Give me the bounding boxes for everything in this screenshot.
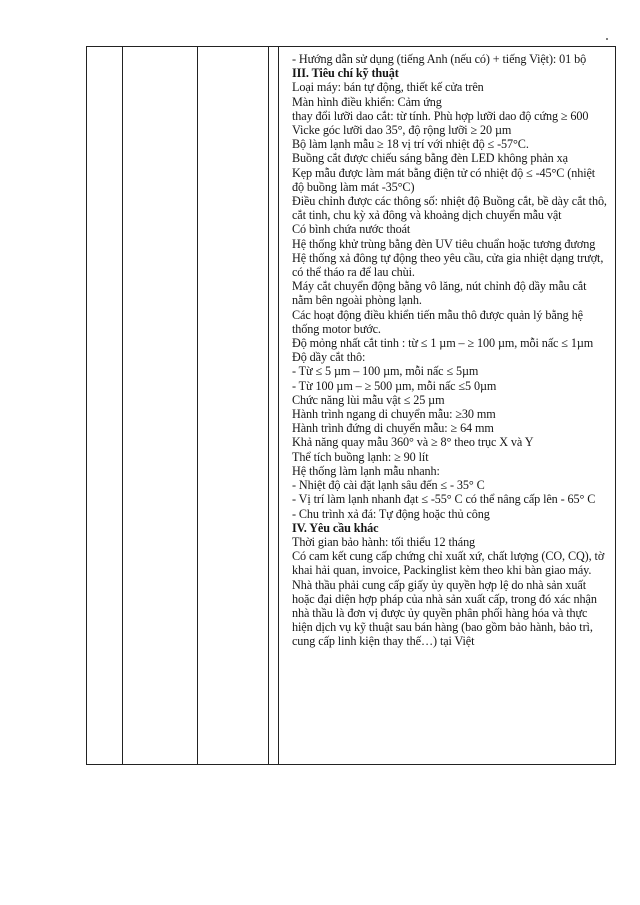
spec-line: Hệ thống làm lạnh mẫu nhanh: (292, 463, 440, 478)
spec-line: Hành trình đứng di chuyển mẫu: ≥ 64 mm (292, 421, 494, 436)
spec-line: Kẹp mẫu được làm mát bằng điện tử có nhiệt độ ≤ -45°C (nhiệt độ buồng làm mát -35°C) (292, 165, 596, 194)
spec-line: - Chu trình xả đá: Tự động hoặc thủ công (292, 506, 490, 521)
spec-line: Bộ làm lạnh mẫu ≥ 18 vị trí với nhiệt độ ≤ -57°C. (292, 137, 529, 152)
column-1-cell (87, 47, 123, 765)
spec-line: Độ dầy cắt thô: (292, 350, 366, 365)
spec-line: Máy cắt chuyển động bằng vô lăng, nút chỉnh độ dầy mẫu cắt nằm bên ngoài phòng lạnh. (292, 279, 587, 308)
spec-line: Loại máy: bán tự động, thiết kế cửa trên (292, 80, 484, 95)
spec-line: Các hoạt động điều khiển tiến mẫu thô được quản lý bằng hệ thống motor bước. (292, 307, 583, 336)
spec-line: - Từ ≤ 5 µm – 100 µm, mỗi nấc ≤ 5µm (292, 364, 479, 379)
spec-line: Hệ thống xả đông tự động theo yêu cầu, cửa gia nhiệt dạng trượt, có thể tháo ra để lau chùi. (292, 250, 604, 280)
spec-line: Màn hình điều khiển: Cảm ứng (292, 94, 442, 109)
spec-line: Thời gian bảo hành: tối thiểu 12 tháng (292, 534, 476, 549)
spec-content (279, 47, 615, 649)
spec-line: - Vị trí làm lạnh nhanh đạt ≤ -55° C có thể nâng cấp lên - 65° C (292, 492, 596, 507)
spec-line: Khả năng quay mẫu 360° và ≥ 8° theo trục X và Y (292, 435, 534, 450)
spec-line: Có bình chứa nước thoát (292, 222, 411, 237)
spec-line: Chức năng lùi mẫu vật ≤ 25 µm (292, 392, 445, 407)
spec-content-cell (279, 47, 616, 765)
spec-line: Điều chỉnh được các thông số: nhiệt độ Buồng cắt, bề dày cắt thô, cắt tinh, chu kỳ xả đông và khoảng dịch chuyển mẫu vật (292, 194, 607, 223)
spec-line: Buồng cắt được chiếu sáng bằng đèn LED không phản xạ (292, 151, 568, 166)
spec-line: Nhà thầu phải cung cấp giấy ủy quyền hợp lệ do nhà sản xuất hoặc đại diện hợp pháp của nhà sản xuất cấp, trong đó xác nhận nhà thầu là đơn vị được ủy quyền phân phối hàng hóa và thực hiện dịch vụ kỹ thuật sau bán hàng (bao gồm bảo hành, bảo trì, cung cấp linh kiện thay thế…) tại Việt (292, 577, 597, 649)
spec-line: - Nhiệt độ cài đặt lạnh sâu đến ≤ - 35° C (292, 478, 485, 493)
column-2-cell (123, 47, 198, 765)
page-mark (606, 38, 608, 40)
spec-line: Thể tích buồng lạnh: ≥ 90 lít (292, 449, 429, 464)
spec-line: thay đổi lưỡi dao cắt: từ tính. Phù hợp lưỡi dao độ cứng ≥ 600 Vicke góc lưỡi dao 35°, độ rộng lưỡi ≥ 20 µm (292, 108, 589, 138)
section-heading: III. Tiêu chí kỹ thuật (292, 66, 399, 81)
spec-line: Hệ thống khử trùng bằng đèn UV tiêu chuẩn hoặc tương đương (292, 236, 596, 251)
spec-table (86, 46, 616, 765)
spec-line: - Hướng dẫn sử dụng (tiếng Anh (nếu có) + tiếng Việt): 01 bộ (292, 52, 587, 66)
spec-line: Có cam kết cung cấp chứng chỉ xuất xứ, chất lượng (CO, CQ), tờ khai hải quan, invoice, Packinglist kèm theo khi bàn giao máy. (292, 549, 605, 578)
table-row (87, 47, 616, 765)
spec-line: - Từ 100 µm – ≥ 500 µm, mỗi nấc ≤5 0µm (292, 378, 497, 393)
column-4-cell (269, 47, 279, 765)
spec-line: Độ mỏng nhất cắt tinh : từ ≤ 1 µm – ≥ 100 µm, mỗi nấc ≤ 1µm (292, 336, 594, 351)
spec-line: Hành trình ngang di chuyển mẫu: ≥30 mm (292, 407, 496, 422)
section-heading: IV. Yêu cầu khác (292, 520, 379, 535)
column-3-cell (198, 47, 269, 765)
